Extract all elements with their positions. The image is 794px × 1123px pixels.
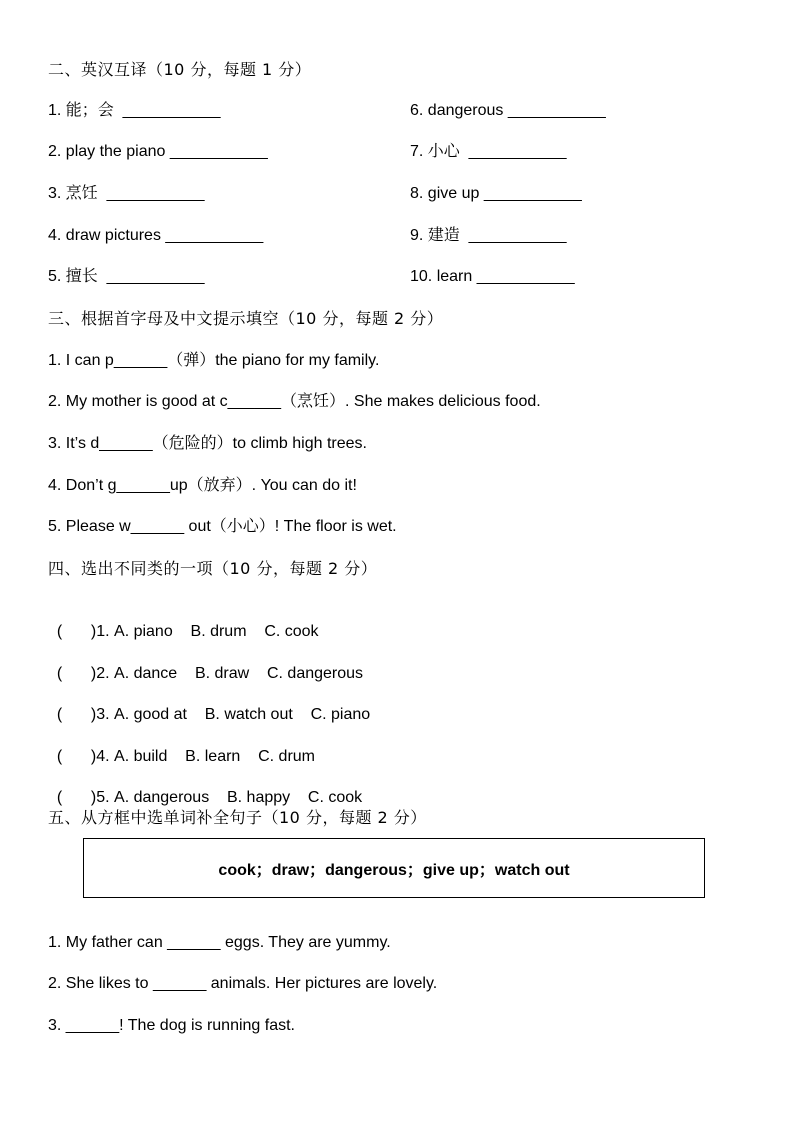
sec3-item-5: 5. Please w______ out（小心）! The floor is wet. xyxy=(48,518,397,535)
option-a: A. dangerous xyxy=(114,789,210,806)
word-bank-box xyxy=(83,838,705,898)
question-number: )4. xyxy=(90,748,110,765)
answer-bracket: ( xyxy=(56,789,63,806)
section-2-heading: 二、英汉互译（10 分，每题 1 分） xyxy=(48,60,312,79)
option-a: A. dance xyxy=(114,665,178,682)
sec3-item-3: 3. It’s d______（危险的）to climb high trees. xyxy=(48,435,367,452)
option-a: A. build xyxy=(114,748,168,765)
section-3-heading: 三、根据首字母及中文提示填空（10 分，每题 2 分） xyxy=(48,309,444,328)
sec2-item-8: 8. give up ___________ xyxy=(410,185,582,202)
sec4-item-3 xyxy=(48,682,370,726)
option-c: C. cook xyxy=(307,789,363,806)
option-c: C. dangerous xyxy=(266,665,364,682)
sec2-item-9: 9. 建造 ___________ xyxy=(410,227,567,244)
question-number: )5. xyxy=(90,789,110,806)
sec4-item-1 xyxy=(48,599,319,643)
sec4-item-2 xyxy=(48,641,363,685)
question-number: )1. xyxy=(90,623,110,640)
sec3-item-2: 2. My mother is good at c______（烹饪）. She makes delicious food. xyxy=(48,393,541,410)
sec2-item-3: 3. 烹饪 ___________ xyxy=(48,185,205,202)
option-b: B. drum xyxy=(190,623,247,640)
sec5-item-3: 3. ______! The dog is running fast. xyxy=(48,1017,295,1034)
sec3-item-4: 4. Don’t g______up（放弃）. You can do it! xyxy=(48,477,357,494)
sec5-item-1: 1. My father can ______ eggs. They are yummy. xyxy=(48,934,391,951)
option-c: C. drum xyxy=(258,748,315,765)
sec5-item-2: 2. She likes to ______ animals. Her pictures are lovely. xyxy=(48,975,438,992)
sec4-item-4 xyxy=(48,724,315,768)
option-a: A. piano xyxy=(114,623,173,640)
word-bank-text: cook；draw；dangerous；give up；watch out xyxy=(218,861,570,879)
option-b: B. watch out xyxy=(204,706,293,723)
question-number: )2. xyxy=(90,665,110,682)
sec2-item-4: 4. draw pictures ___________ xyxy=(48,227,264,244)
answer-bracket: ( xyxy=(56,665,63,682)
sec2-item-6: 6. dangerous ___________ xyxy=(410,102,606,119)
sec2-item-5: 5. 擅长 ___________ xyxy=(48,268,205,285)
sec2-item-1: 1. 能；会 ___________ xyxy=(48,102,221,119)
sec3-item-1: 1. I can p______（弹）the piano for my family. xyxy=(48,352,380,369)
answer-bracket: ( xyxy=(56,706,63,723)
option-b: B. learn xyxy=(185,748,241,765)
sec2-item-7: 7. 小心 ___________ xyxy=(410,143,567,160)
sec2-item-2: 2. play the piano ___________ xyxy=(48,143,268,160)
option-c: C. piano xyxy=(310,706,371,723)
option-a: A. good at xyxy=(114,706,187,723)
answer-bracket: ( xyxy=(56,748,63,765)
sec4-item-5 xyxy=(48,765,362,809)
section-5-heading: 五、从方框中选单词补全句子（10 分，每题 2 分） xyxy=(48,808,427,827)
option-b: B. happy xyxy=(226,789,291,806)
option-c: C. cook xyxy=(264,623,319,640)
sec2-item-10: 10. learn ___________ xyxy=(410,268,575,285)
answer-bracket: ( xyxy=(56,623,63,640)
section-4-heading: 四、选出不同类的一项（10 分，每题 2 分） xyxy=(48,559,378,578)
option-b: B. draw xyxy=(194,665,250,682)
question-number: )3. xyxy=(90,706,110,723)
